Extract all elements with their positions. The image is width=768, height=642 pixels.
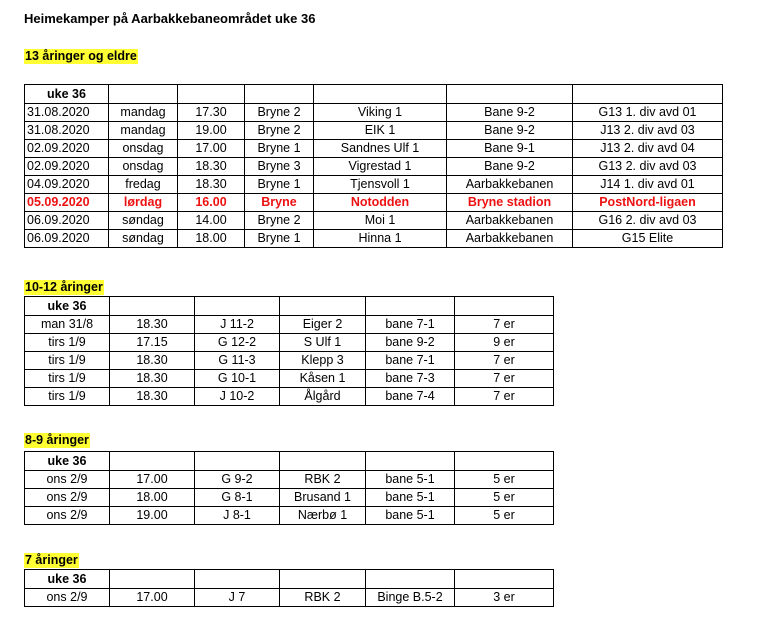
table-cell: Tjensvoll 1 (314, 176, 447, 194)
table-cell: Moi 1 (314, 212, 447, 230)
table-cell: Bryne 1 (245, 176, 314, 194)
empty-cell (366, 297, 455, 316)
table-cell: tirs 1/9 (25, 352, 110, 370)
table-cell: Bryne 2 (245, 104, 314, 122)
table-cell: 04.09.2020 (25, 176, 109, 194)
table-cell: 18.30 (178, 176, 245, 194)
table-row-highlight (25, 194, 723, 212)
table-cell: Binge B.5-2 (366, 589, 455, 607)
table-cell: 3 er (455, 589, 554, 607)
table-cell: 18.30 (178, 158, 245, 176)
schedule-table-10-12 (24, 296, 554, 406)
section-heading-10-12: 10-12 åringer (25, 280, 103, 294)
week-header-row (25, 85, 723, 104)
table-cell: 17.00 (110, 589, 195, 607)
table-cell: 31.08.2020 (25, 104, 109, 122)
table-row (25, 230, 723, 248)
empty-cell (314, 85, 447, 104)
table-cell: 31.08.2020 (25, 122, 109, 140)
table-row (25, 212, 723, 230)
table-cell: bane 5-1 (366, 489, 455, 507)
table-row (25, 140, 723, 158)
table-row (25, 176, 723, 194)
table-cell: bane 9-2 (366, 334, 455, 352)
table-cell: Bryne stadion (447, 194, 573, 212)
table-cell: G13 1. div avd 01 (573, 104, 723, 122)
table-cell: Bryne 2 (245, 122, 314, 140)
table-cell: ons 2/9 (25, 507, 110, 525)
table-cell: tirs 1/9 (25, 334, 110, 352)
empty-cell (110, 452, 195, 471)
empty-cell (195, 297, 280, 316)
table-cell: G 12-2 (195, 334, 280, 352)
week-header-row (25, 452, 554, 471)
table-cell: J13 2. div avd 04 (573, 140, 723, 158)
table-cell: Nærbø 1 (280, 507, 366, 525)
table-cell: G 10-1 (195, 370, 280, 388)
table-cell: Aarbakkebanen (447, 176, 573, 194)
table-cell: Notodden (314, 194, 447, 212)
table-row (25, 316, 554, 334)
table-cell: bane 7-4 (366, 388, 455, 406)
section-heading-8-9: 8-9 åringer (25, 433, 89, 447)
week-label: uke 36 (25, 85, 109, 104)
table-cell: onsdag (109, 140, 178, 158)
table-cell: Bane 9-2 (447, 104, 573, 122)
table-cell: RBK 2 (280, 471, 366, 489)
schedule-table-8-9 (24, 451, 554, 525)
table-cell: Sandnes Ulf 1 (314, 140, 447, 158)
schedule-table-13-plus (24, 84, 723, 248)
table-cell: lørdag (109, 194, 178, 212)
table-cell: 18.00 (178, 230, 245, 248)
table-cell: 9 er (455, 334, 554, 352)
page-title: Heimekamper på Aarbakkebaneområdet uke 36 (24, 11, 316, 26)
table-cell: 19.00 (110, 507, 195, 525)
table-row (25, 471, 554, 489)
table-cell: Bryne 3 (245, 158, 314, 176)
table-cell: 06.09.2020 (25, 230, 109, 248)
week-label: uke 36 (25, 297, 110, 316)
table-cell: Aarbakkebanen (447, 212, 573, 230)
table-cell: man 31/8 (25, 316, 110, 334)
table-cell: Kåsen 1 (280, 370, 366, 388)
week-header-row (25, 570, 554, 589)
table-cell: G15 Elite (573, 230, 723, 248)
empty-cell (280, 452, 366, 471)
table-cell: bane 7-3 (366, 370, 455, 388)
table-cell: 17.15 (110, 334, 195, 352)
table-cell: Bryne (245, 194, 314, 212)
table-cell: J 7 (195, 589, 280, 607)
table-cell: 19.00 (178, 122, 245, 140)
week-header-row (25, 297, 554, 316)
table-cell: Bane 9-2 (447, 122, 573, 140)
table-cell: 18.00 (110, 489, 195, 507)
table-row (25, 507, 554, 525)
table-cell: EIK 1 (314, 122, 447, 140)
table-row (25, 334, 554, 352)
empty-cell (366, 452, 455, 471)
empty-cell (455, 297, 554, 316)
table-cell: tirs 1/9 (25, 388, 110, 406)
table-row (25, 104, 723, 122)
table-cell: 17.00 (178, 140, 245, 158)
table-cell: 16.00 (178, 194, 245, 212)
table-cell: 5 er (455, 489, 554, 507)
table-cell: ons 2/9 (25, 471, 110, 489)
table-cell: Bryne 2 (245, 212, 314, 230)
table-cell: G 9-2 (195, 471, 280, 489)
empty-cell (195, 452, 280, 471)
schedule-table-7 (24, 569, 554, 607)
table-cell: 7 er (455, 352, 554, 370)
table-cell: PostNord-ligaen (573, 194, 723, 212)
empty-cell (110, 297, 195, 316)
table-cell: J 8-1 (195, 507, 280, 525)
empty-cell (195, 570, 280, 589)
table-cell: Bryne 1 (245, 140, 314, 158)
table-cell: Vigrestad 1 (314, 158, 447, 176)
table-cell: 5 er (455, 507, 554, 525)
table-cell: 05.09.2020 (25, 194, 109, 212)
table-cell: RBK 2 (280, 589, 366, 607)
table-cell: 7 er (455, 388, 554, 406)
section-heading-13-plus: 13 åringer og eldre (25, 49, 137, 63)
table-cell: bane 7-1 (366, 352, 455, 370)
empty-cell (178, 85, 245, 104)
empty-cell (447, 85, 573, 104)
table-cell: mandag (109, 122, 178, 140)
table-cell: Bane 9-2 (447, 158, 573, 176)
table-cell: Brusand 1 (280, 489, 366, 507)
table-cell: mandag (109, 104, 178, 122)
table-cell: onsdag (109, 158, 178, 176)
table-cell: Bryne 1 (245, 230, 314, 248)
table-cell: G 11-3 (195, 352, 280, 370)
empty-cell (110, 570, 195, 589)
empty-cell (455, 452, 554, 471)
week-label: uke 36 (25, 570, 110, 589)
table-cell: tirs 1/9 (25, 370, 110, 388)
table-cell: 14.00 (178, 212, 245, 230)
table-cell: Viking 1 (314, 104, 447, 122)
table-cell: 18.30 (110, 388, 195, 406)
table-cell: Bane 9-1 (447, 140, 573, 158)
table-cell: 18.30 (110, 352, 195, 370)
empty-cell (366, 570, 455, 589)
table-cell: 5 er (455, 471, 554, 489)
table-row (25, 589, 554, 607)
section-heading-7: 7 åringer (25, 553, 78, 567)
table-row (25, 352, 554, 370)
empty-cell (455, 570, 554, 589)
table-cell: 06.09.2020 (25, 212, 109, 230)
week-label: uke 36 (25, 452, 110, 471)
table-cell: ons 2/9 (25, 589, 110, 607)
table-cell: S Ulf 1 (280, 334, 366, 352)
table-cell: J 10-2 (195, 388, 280, 406)
table-cell: bane 5-1 (366, 507, 455, 525)
empty-cell (280, 570, 366, 589)
table-cell: 02.09.2020 (25, 140, 109, 158)
table-cell: 17.00 (110, 471, 195, 489)
table-cell: søndag (109, 212, 178, 230)
table-cell: J13 2. div avd 03 (573, 122, 723, 140)
table-row (25, 370, 554, 388)
table-cell: 7 er (455, 316, 554, 334)
empty-cell (109, 85, 178, 104)
table-cell: Klepp 3 (280, 352, 366, 370)
table-cell: 7 er (455, 370, 554, 388)
empty-cell (245, 85, 314, 104)
table-cell: Hinna 1 (314, 230, 447, 248)
table-cell: Aarbakkebanen (447, 230, 573, 248)
table-row (25, 489, 554, 507)
table-cell: Ålgård (280, 388, 366, 406)
table-cell: 02.09.2020 (25, 158, 109, 176)
table-cell: G13 2. div avd 03 (573, 158, 723, 176)
table-cell: G16 2. div avd 03 (573, 212, 723, 230)
table-cell: J 11-2 (195, 316, 280, 334)
table-cell: 18.30 (110, 316, 195, 334)
table-cell: søndag (109, 230, 178, 248)
table-row (25, 122, 723, 140)
empty-cell (280, 297, 366, 316)
table-cell: bane 5-1 (366, 471, 455, 489)
table-cell: fredag (109, 176, 178, 194)
table-cell: 18.30 (110, 370, 195, 388)
table-cell: Eiger 2 (280, 316, 366, 334)
table-cell: 17.30 (178, 104, 245, 122)
table-cell: G 8-1 (195, 489, 280, 507)
empty-cell (573, 85, 723, 104)
table-cell: J14 1. div avd 01 (573, 176, 723, 194)
table-row (25, 158, 723, 176)
table-cell: bane 7-1 (366, 316, 455, 334)
table-row (25, 388, 554, 406)
table-cell: ons 2/9 (25, 489, 110, 507)
